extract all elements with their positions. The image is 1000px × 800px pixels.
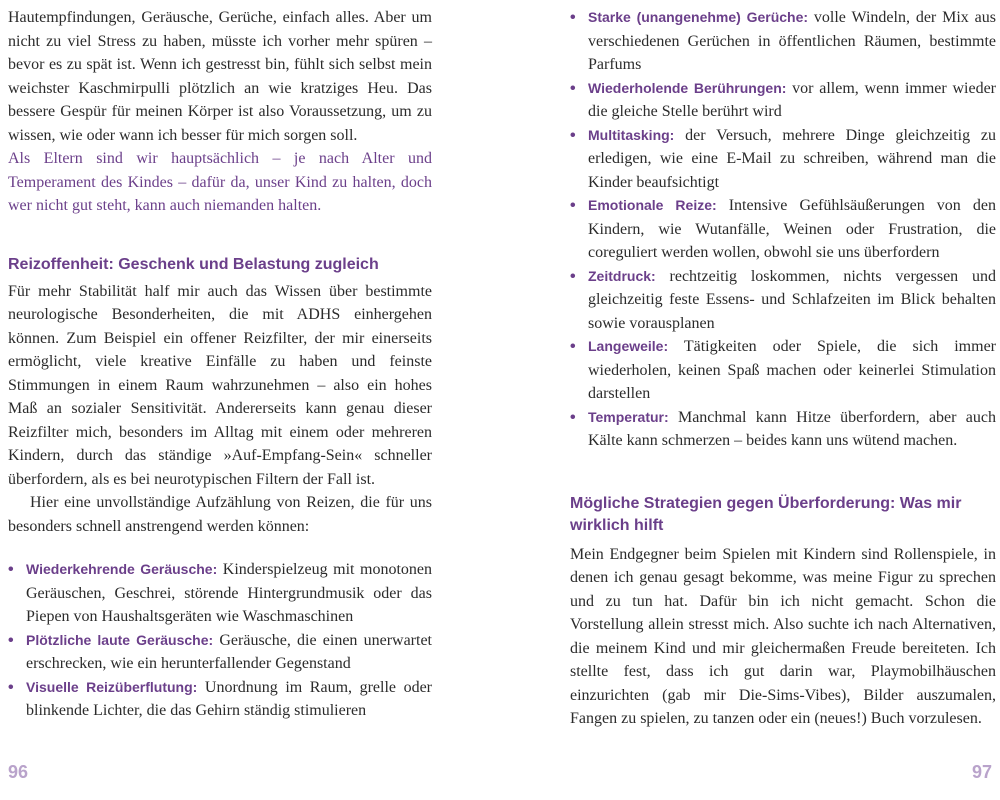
bullet-icon: •: [570, 126, 576, 144]
bullet-icon: •: [570, 267, 576, 285]
body-paragraph-2: Hier eine unvollständige Aufzählung von Reizen, die für uns besonders schnell anstrengend werden können:: [8, 494, 432, 535]
list-item-term: Emotionale Reize:: [588, 197, 717, 213]
intro-paragraph: Hautempfindungen, Geräusche, Gerüche, einfach alles. Aber um nicht zu viel Stress zu haben, müsste ich vorher mehr spüren – bevor es zu spät ist. Wenn ich gestresst bin, fühlt sich selbst mein weichster Kaschmirpulli plötzlich an wie kratziges Heu. Das bessere Gespür für meinen Körper ist also Voraussetzung, um zu wissen, wie oder wann ich besser für mich sorgen soll.: [8, 9, 432, 144]
body-paragraph-1: Für mehr Stabilität half mir auch das Wissen über bestimmte neurologische Besonderheiten, die mit ADHS einhergehen können. Zum Beispiel ein offener Reizfilter, der mir einerseits ermöglicht, viele kreative Einfälle zu haben und feinste Stimmungen in einem Raum wahrzunehmen – also ein hohes Maß an sozialer Sensitivität. Andererseits kann genau dieser Reizfilter mich, besonders im Alltag mit einem oder mehreren Kindern, durch das ständige »Auf-Empfang-Sein« schneller überfordern, als es bei neurotypischen Filtern der Fall ist.: [8, 282, 432, 488]
highlight-quote: Als Eltern sind wir hauptsächlich – je nach Alter und Temperament des Kindes – dafür da, unser Kind zu halten, doch wer nicht gut steht, kann auch niemanden halten.: [8, 150, 432, 214]
bullet-icon: •: [570, 197, 576, 214]
list-item: [570, 406, 996, 453]
list-item-term: Multitasking:: [588, 126, 675, 143]
bullet-icon: •: [570, 9, 576, 26]
bullet-icon: •: [570, 408, 576, 426]
list-item-term: Visuelle Reizüberflutung:: [26, 678, 198, 695]
list-item: [8, 676, 432, 723]
list-item: [570, 6, 996, 77]
list-item-term: Zeitdruck:: [588, 267, 656, 284]
section-heading-strategien: Mögliche Strategien gegen Überforderung: Was mir wirklich hilft: [570, 494, 962, 534]
list-item-text: rechtzeitig loskommen, nichts vergessen und gleichzeitig feste Essens- und Schlafzeiten im Blick behalten sowie vorausplanen: [588, 267, 996, 332]
page-number-left: 96: [8, 762, 29, 782]
list-item: [570, 77, 996, 124]
bullet-icon: •: [8, 631, 14, 649]
list-item: [570, 194, 996, 265]
list-item-text: Intensive Gefühlsäußerungen von den Kindern, wie Wutanfälle, Weinen oder Frustration, die coreguliert werden wollen, obwohl sie uns überfordern: [588, 197, 996, 261]
list-item-text: volle Windeln, der Mix aus verschiedenen Gerüchen in öffentlichen Räumen, bestimmte Parfums: [588, 9, 996, 73]
bullet-icon: •: [8, 561, 14, 578]
stimuli-list-left: [8, 558, 432, 723]
body-paragraph-strategies: Mein Endgegner beim Spielen mit Kindern sind Rollenspiele, in denen ich genau gesagt bekomme, was meine Figur zu sprechen und zu tun hat. Dafür bin ich nicht gemacht. Schon die Vorstellung allein stresst mich. Also suchte ich nach Alternativen, die meinem Kind und mir gleichermaßen Freude bereiteten. Ich stellte fest, dass ich gut darin war, Playmobilhäuschen einzurichten (gab mir Die-Sims-Vibes), Bilder auszumalen, Fangen zu spielen, zu tanzen oder ein (neues!) Buch vorzulesen.: [570, 545, 996, 727]
list-item-text: Kinderspielzeug mit monotonen Geräuschen, Geschrei, störende Hintergrundmusik oder das Piepen von Haushaltsgeräten wie Waschmaschinen: [26, 561, 432, 625]
list-item-term: Langeweile:: [588, 338, 669, 354]
list-item-text: vor allem, wenn immer wieder die gleiche Stelle berührt wird: [588, 79, 996, 120]
page-number-right: 97: [971, 762, 992, 782]
stimuli-list-right: [570, 6, 996, 453]
list-item: [8, 629, 432, 676]
list-item-text: Tätigkeiten oder Spiele, die sich immer wiederholen, keinen Spaß machen oder keinerlei Stimulation darstellen: [588, 338, 996, 402]
list-item-term: Wiederkehrende Geräusche:: [26, 561, 218, 577]
list-item: [8, 558, 432, 629]
list-item-term: Temperatur:: [588, 408, 669, 425]
list-item: [570, 124, 996, 195]
list-item-text: der Versuch, mehrere Dinge gleichzeitig zu erledigen, wie eine E-Mail zu schreiben, während man die Kinder beaufsichtigt: [588, 126, 996, 191]
list-item-term: Plötzliche laute Geräusche:: [26, 631, 214, 648]
list-item-text: Unordnung im Raum, grelle oder blinkende Lichter, die das Gehirn ständig stimulieren: [26, 678, 432, 719]
list-item: [570, 335, 996, 406]
list-item: [570, 265, 996, 336]
bullet-icon: •: [8, 678, 14, 696]
list-item-text: Geräusche, die einen unerwartet erschrecken, wie ein herunterfallender Gegenstand: [26, 631, 432, 672]
list-item-text: Manchmal kann Hitze überfordern, aber auch Kälte kann schmerzen – beides kann uns wütend machen.: [588, 408, 996, 449]
list-item-term: Starke (unangenehme) Gerüche:: [588, 9, 809, 25]
section-heading-reizoffenheit: Reizoffenheit: Geschenk und Belastung zugleich: [8, 255, 379, 273]
left-page: [8, 6, 432, 723]
bullet-icon: •: [570, 338, 576, 355]
bullet-icon: •: [570, 79, 576, 97]
right-page: [570, 6, 996, 731]
list-item-term: Wiederholende Berührungen:: [588, 79, 787, 96]
